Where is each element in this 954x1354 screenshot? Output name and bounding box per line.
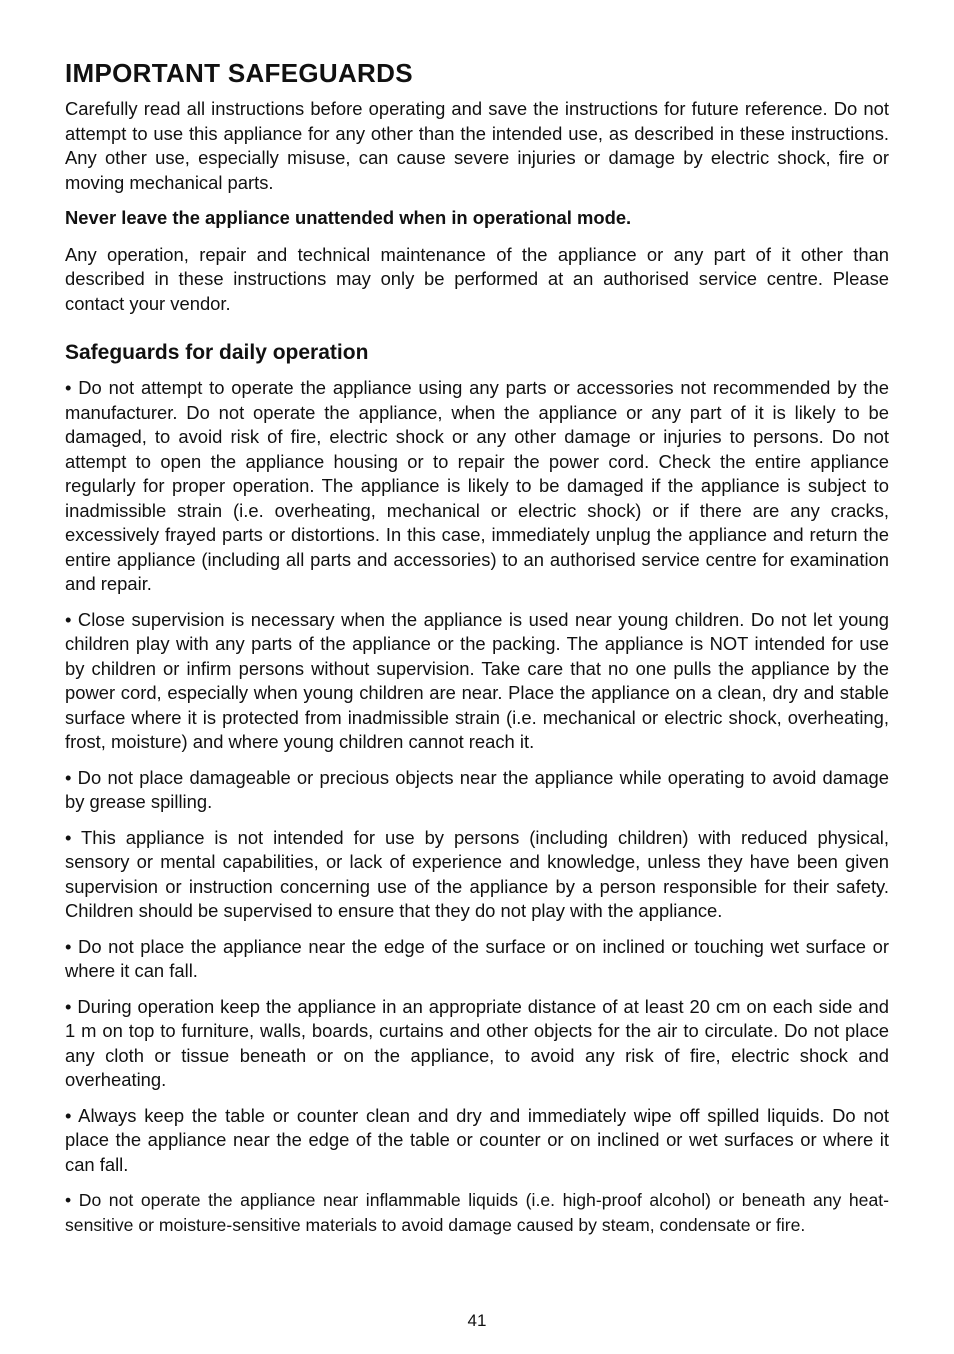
page-title: IMPORTANT SAFEGUARDS xyxy=(65,58,413,88)
bullet-item: • This appliance is not intended for use by persons (including children) with reduced physical, sensory or mental capabilities, or lack of experience and knowledge, unless they have been given supervision or instruction concerning use of the appliance by a person responsible for their safety. Children should be supervised to ensure that they do not play with the appliance. xyxy=(65,826,889,922)
intro-paragraph: Carefully read all instructions before operating and save the instructions for future reference. Do not attempt to use this appliance for any other than the intended use, as described in these instructions. Any other use, especially misuse, can cause severe injuries or damage by electric shock, fire or moving mechanical parts. xyxy=(65,98,889,193)
bullet-item: • Do not place the appliance near the edge of the surface or on inclined or touching wet surface or where it can fall. xyxy=(65,935,889,982)
bullet-item: • Close supervision is necessary when the appliance is used near young children. Do not let young children play with any parts of the appliance or the packing. The appliance is NOT intended for use by children or infirm persons without supervision. Take care that no one pulls the appliance by the power cord, especially when young children are near. Place the appliance on a clean, dry and stable surface where it is protected from inadmissible strain (i.e. mechanical or electric shock, overheating, frost, moisture) and where young children cannot reach it. xyxy=(65,608,889,753)
bullet-item: • Do not place damageable or precious objects near the appliance while operating to avoid damage by grease spilling. xyxy=(65,766,889,813)
bullet-item: • Always keep the table or counter clean and dry and immediately wipe off spilled liquids. Do not place the appliance near the edge of the table or counter or on inclined or wet surfaces or where it can fall. xyxy=(65,1104,889,1175)
bullet-item: • Do not attempt to operate the appliance using any parts or accessories not recommended by the manufacturer. Do not operate the appliance, when the appliance or any part of it is likely to be damaged, to avoid risk of fire, electric shock or any other damage or injuries to persons. Do not attempt to open the appliance housing or to repair the power cord. Check the entire appliance regularly for proper operation. The appliance is likely to be damaged if the appliance is subject to inadmissible strain (i.e. overheating, mechanical or electric shock) or if there are any cracks, excessively frayed parts or distortions. In this case, immediately unplug the appliance and return the entire appliance (including all parts and accessories) to an authorised service centre for examination and repair. xyxy=(65,377,889,595)
page-number: 41 xyxy=(467,1311,487,1330)
document-page xyxy=(65,58,889,1248)
section-title: Safeguards for daily operation xyxy=(65,341,369,365)
warning-paragraph: Never leave the appliance unattended when in operational mode. xyxy=(65,207,632,229)
service-paragraph: Any operation, repair and technical maintenance of the appliance or any part of it other than described in these instructions may only be performed at an authorised service centre. Please contact your vendor. xyxy=(65,243,889,314)
bullet-item: • During operation keep the appliance in an appropriate distance of at least 20 cm on each side and 1 m on top to furniture, walls, boards, curtains and other objects for the air to circulate. Do not place any cloth or tissue beneath or on the appliance, to avoid any risk of fire, electric shock and overheating. xyxy=(65,995,889,1091)
bullet-item: • Do not operate the appliance near inflammable liquids (i.e. high-proof alcohol) or beneath any heat-sensitive or moisture-sensitive materials to avoid damage caused by steam, condensate or fire. xyxy=(65,1190,889,1235)
